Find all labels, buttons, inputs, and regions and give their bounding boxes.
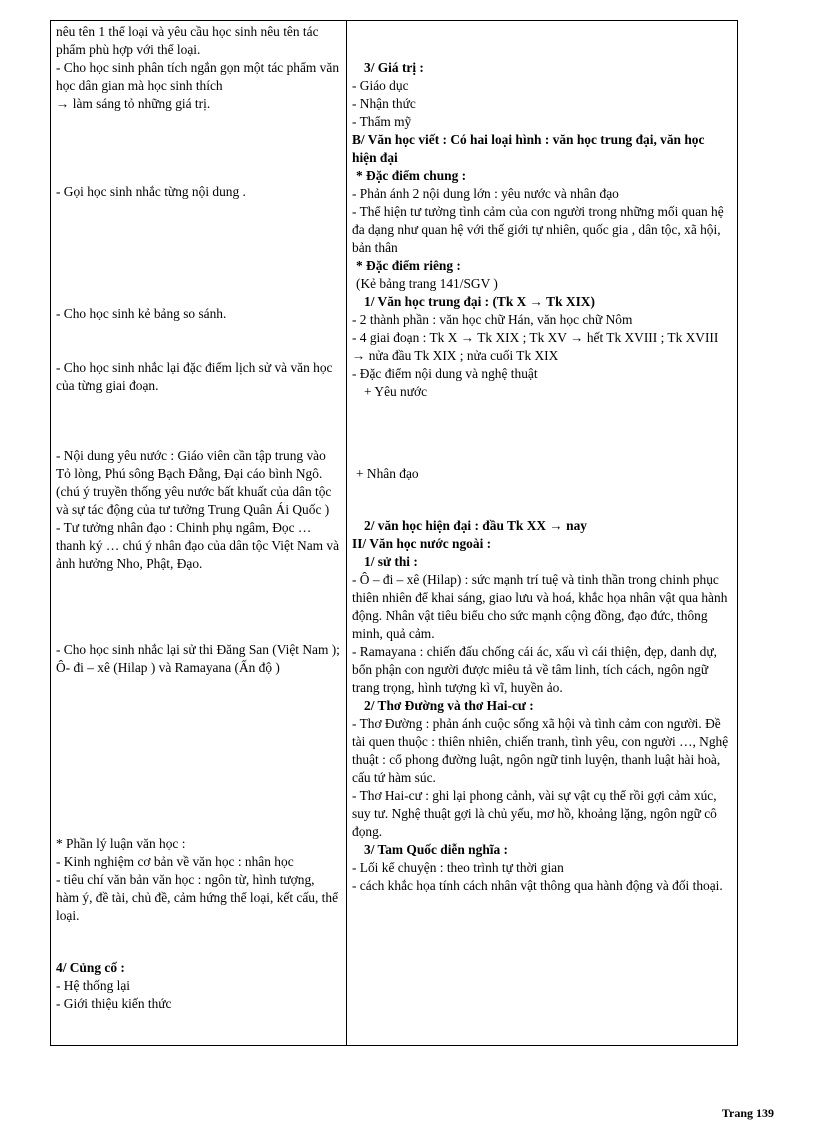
section-heading: * Đặc điểm riêng : xyxy=(356,258,461,273)
left-block-theory xyxy=(56,835,340,925)
text-line: - 4 giai đoạn : Tk X → Tk XIX ; Tk XV → hết Tk XVIII ; Tk XVIII → nửa đầu Tk XIX ; nửa cuối Tk XIX xyxy=(352,330,719,363)
text-line: - Kinh nghiệm cơ bản về văn học : nhân học xyxy=(56,854,294,869)
text-line: - Ramayana : chiến đấu chống cái ác, xấu vì cái thiện, đẹp, danh dự, bổn phận con người được miêu tả về tâm linh, tích cách, ngôn ngữ trang trọng, hình tượng kì vĩ, huyền ảo. xyxy=(352,644,717,695)
text-line: + Yêu nước xyxy=(364,384,428,399)
text-line: - Thơ Đường : phản ánh cuộc sống xã hội và tình cảm con người. Đề tài quen thuộc : thiên nhiên, chiến tranh, tình yêu, con người …, Nghệ thuật : cổ phong đường luật, ngôn ngữ tinh luyện, thanh luật hài hoà, cấu tứ hàm súc. xyxy=(352,716,729,785)
text-line: - tiêu chí văn bản văn học : ngôn từ, hình tượng, hàm ý, đề tài, chủ đề, cảm hứng thể loại, kết cấu, thể loại. xyxy=(56,872,339,923)
text-line: - Thẩm mỹ xyxy=(352,114,412,129)
text-line: - Cho học sinh phân tích ngắn gọn một tác phẩm văn học dân gian mà học sinh thích xyxy=(56,60,340,93)
right-block-humanism xyxy=(352,465,730,483)
section-heading: * Đặc điểm chung : xyxy=(356,168,467,183)
left-block-history xyxy=(56,359,340,395)
text-line: + Nhân đạo xyxy=(356,466,419,481)
text-line: - Nội dung yêu nước : Giáo viên cần tập trung vào Tỏ lòng, Phú sông Bạch Đằng, Đại cáo bình Ngô. (chú ý truyền thống yêu nước bất khuất của dân tộc và sự tác động của tư tưởng Trung Quân Ái Quốc ) xyxy=(56,448,332,517)
text-line: - Giáo dục xyxy=(352,78,409,93)
left-block-intro xyxy=(56,23,340,113)
text-line: - Ô – đi – xê (Hilap) : sức mạnh trí tuệ và tinh thần trong chinh phục thiên nhiên để khai sáng, giao lưu và hoá, khắc họa nhân vật qua hành động. Nhân vật tiêu biểu cho sức mạnh cộng đồng, đạo đức, thông minh, quả cảm. xyxy=(352,572,728,641)
left-block-recall xyxy=(56,183,340,201)
section-heading: 1/ Văn học trung đại : (Tk X → Tk XIX) xyxy=(364,294,595,309)
text-line: - cách khắc họa tính cách nhân vật thông qua hành động và đối thoại. xyxy=(352,878,723,893)
text-line: - 2 thành phần : văn học chữ Hán, văn học chữ Nôm xyxy=(352,312,633,327)
left-block-compare xyxy=(56,305,340,323)
text-line: - Cho học sinh nhắc lại sử thi Đăng San (Việt Nam ); Ô- đi – xê (Hilap ) và Ramayana (Ấn độ ) xyxy=(56,642,340,675)
text-line: - Gọi học sinh nhắc từng nội dung . xyxy=(56,184,246,199)
section-heading: 2/ văn học hiện đại : đầu Tk XX → nay xyxy=(364,518,587,533)
text-line: * Phần lý luận văn học : xyxy=(56,836,186,851)
section-heading: 3/ Tam Quốc diễn nghĩa : xyxy=(364,842,508,857)
text-line: - Thơ Hai-cư : ghi lại phong cảnh, vài sự vật cụ thể rồi gợi cảm xúc, suy tư. Nghệ thuật gợi là chủ yếu, mơ hồ, khoảng lặng, ngôn ngữ cô đọng. xyxy=(352,788,717,839)
section-heading: B/ Văn học viết : Có hai loại hình : văn học trung đại, văn học hiện đại xyxy=(352,132,705,165)
text-line: - Phản ánh 2 nội dung lớn : yêu nước và nhân đạo xyxy=(352,186,619,201)
section-heading: 4/ Củng cố : xyxy=(56,960,125,975)
text-line: - Nhận thức xyxy=(352,96,416,111)
text-line: - Hệ thống lại xyxy=(56,978,131,993)
right-block-modern xyxy=(352,517,730,895)
text-line: - Cho học sinh nhắc lại đặc điểm lịch sử và văn học của từng giai đoạn. xyxy=(56,360,333,393)
section-heading: 3/ Giá trị : xyxy=(364,60,424,75)
text-line: - Cho học sinh kẻ bảng so sánh. xyxy=(56,306,227,321)
column-divider xyxy=(346,20,347,1046)
left-block-consolidation xyxy=(56,959,340,1013)
text-line: - Lối kể chuyện : theo trình tự thời gian xyxy=(352,860,564,875)
right-block-values xyxy=(352,59,730,401)
text-line: - Đặc điểm nội dung và nghệ thuật xyxy=(352,366,538,381)
text-line: (Kẻ bảng trang 141/SGV ) xyxy=(356,276,498,291)
text-line: → làm sáng tỏ những giá trị. xyxy=(56,96,211,111)
section-heading: 2/ Thơ Đường và thơ Hai-cư : xyxy=(364,698,534,713)
text-line: - Giới thiệu kiến thức xyxy=(56,996,172,1011)
left-block-epic xyxy=(56,641,340,677)
text-line: - Thể hiện tư tưởng tình cảm của con người trong những mối quan hệ đa dạng như quan hệ với thế giới tự nhiên, quốc gia , dân tộc, xã hội, bản thân xyxy=(352,204,724,255)
section-heading: 1/ sử thi : xyxy=(364,554,418,569)
text-line: nêu tên 1 thể loại và yêu cầu học sinh nêu tên tác phẩm phù hợp với thể loại. xyxy=(56,24,319,57)
text-line: - Tư tưởng nhân đạo : Chinh phụ ngâm, Đọc … thanh ký … chú ý nhân đạo của dân tộc Việt Nam và ảnh hưởng Nho, Phật, Đạo. xyxy=(56,520,340,571)
page-number: Trang 139 xyxy=(721,1106,774,1120)
section-heading: II/ Văn học nước ngoài : xyxy=(352,536,492,551)
left-block-content xyxy=(56,447,340,573)
